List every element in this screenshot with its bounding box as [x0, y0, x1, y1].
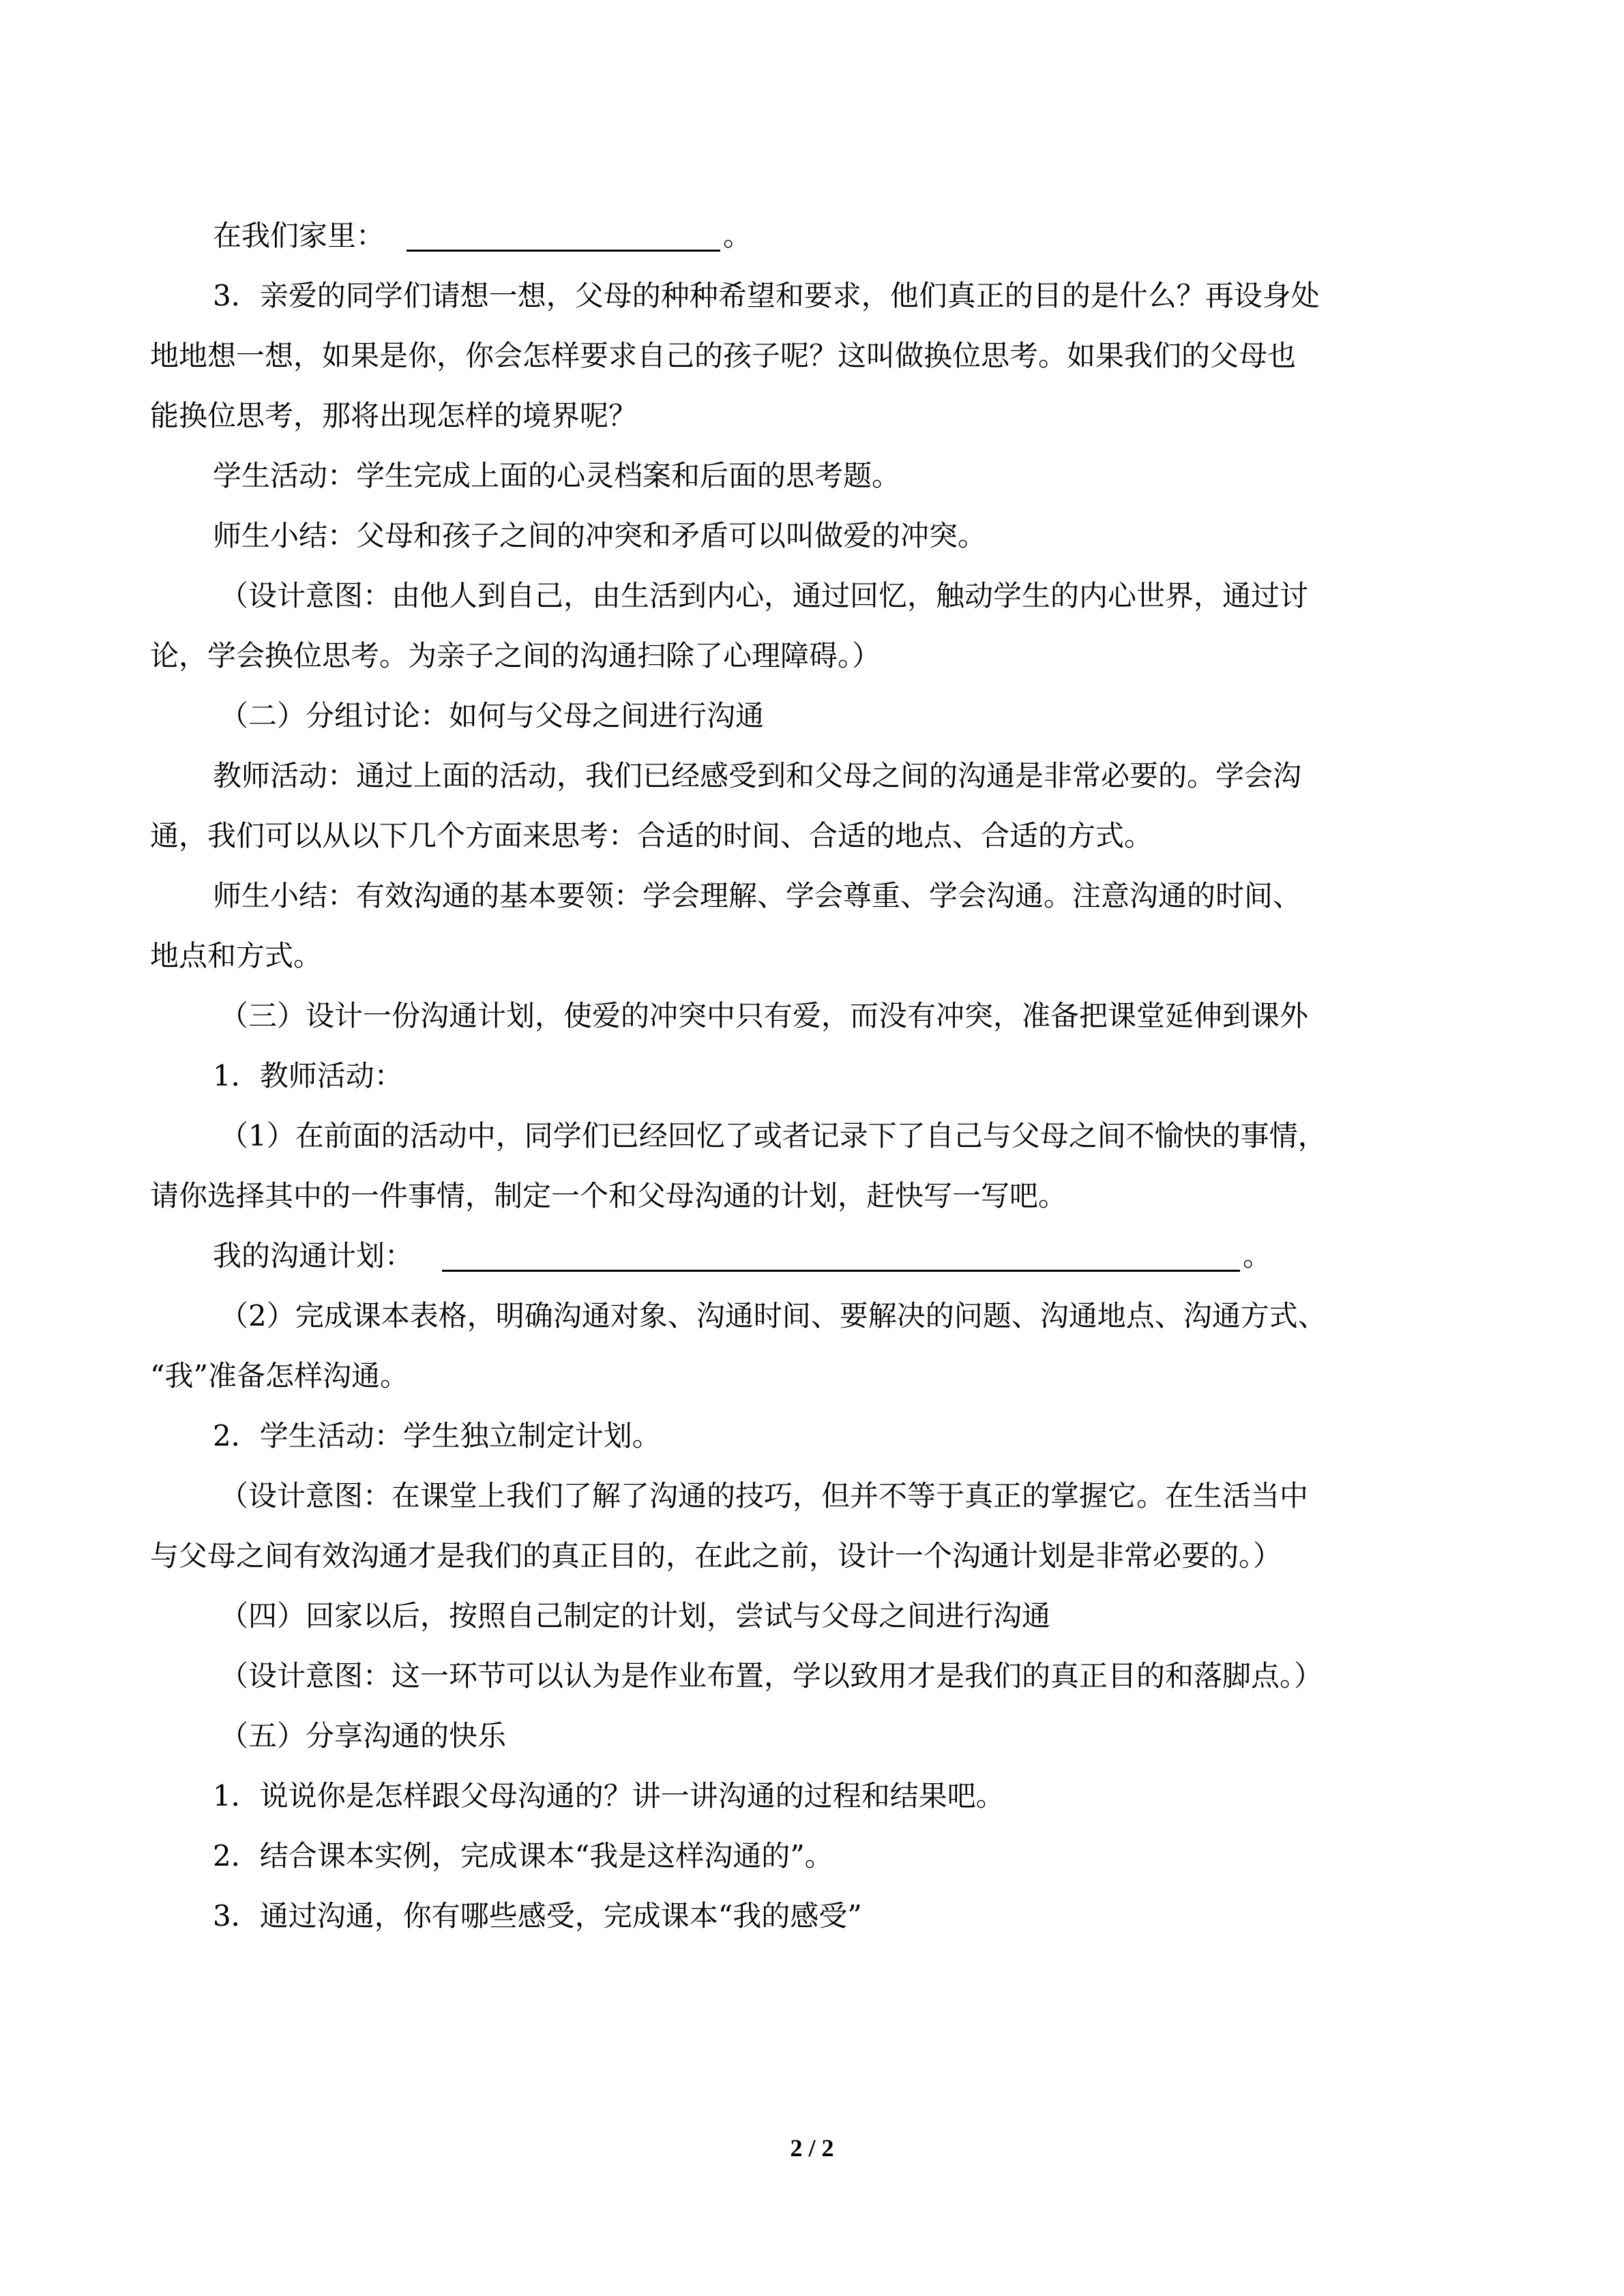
text-line [0, 1646, 1624, 1706]
text-line [0, 986, 1624, 1046]
paragraph-text: 请你选择其中的一件事情，制定一个和父母沟通的计划，赶快写一写吧。 [150, 1179, 1067, 1212]
text-line [0, 1586, 1624, 1646]
paragraph-text: 通，我们可以从以下几个方面来思考：合适的时间、合适的地点、合适的方式。 [150, 819, 1153, 852]
text-line [0, 866, 1624, 926]
list-item: 2．结合课本实例，完成课本“我是这样沟通的”。 [213, 1839, 833, 1873]
paragraph-text: 2．学生活动：学生独立制定计划。 [213, 1419, 661, 1452]
paragraph-text: （2）完成课本表格，明确沟通对象、沟通时间、要解决的问题、沟通地点、沟通方式、 [220, 1299, 1327, 1332]
text-line [0, 446, 1624, 506]
text-line [0, 746, 1624, 806]
text-line [0, 626, 1624, 686]
fill-in-blank-plan [442, 1270, 1240, 1272]
fill-in-label-plan: 我的沟通计划： [213, 1239, 414, 1272]
paragraph-text: 论，学会换位思考。为亲子之间的沟通扫除了心理障碍。） [150, 639, 881, 672]
paragraph-text: （设计意图：这一环节可以认为是作业布置，学以致用才是我们的真正目的和落脚点。） [220, 1659, 1323, 1693]
text-line [0, 686, 1624, 746]
section-heading: （四）回家以后，按照自己制定的计划，尝试与父母之间进行沟通 [220, 1599, 1051, 1632]
paragraph-text: 师生小结：有效沟通的基本要领：学会理解、学会尊重、学会沟通。注意沟通的时间、 [213, 879, 1302, 912]
text-line [0, 1526, 1624, 1586]
page-number: 2 / 2 [790, 2134, 834, 2162]
text-line [0, 386, 1624, 446]
text-line [0, 926, 1624, 986]
text-line [0, 1466, 1624, 1526]
text-line [0, 1706, 1624, 1766]
text-line [0, 326, 1624, 386]
text-line [0, 566, 1624, 626]
section-heading: （五）分享沟通的快乐 [220, 1719, 507, 1753]
text-line [0, 1346, 1624, 1406]
list-item: 3．通过沟通，你有哪些感受，完成课本“我的感受” [213, 1899, 862, 1933]
text-line [0, 1286, 1624, 1346]
paragraph-text: 3．亲爱的同学们请想一想，父母的种种希望和要求，他们真正的目的是什么？再设身处 [213, 279, 1320, 312]
text-line [0, 1226, 1624, 1286]
paragraph-text: 学生活动：学生完成上面的心灵档案和后面的思考题。 [213, 459, 901, 492]
text-line [0, 1886, 1624, 1946]
paragraph-text: 能换位思考，那将出现怎样的境界呢？ [150, 399, 638, 432]
text-line [0, 506, 1624, 566]
text-line [0, 1106, 1624, 1166]
text-line [0, 1166, 1624, 1226]
section-heading: （三）设计一份沟通计划，使爱的冲突中只有爱，而没有冲突，准备把课堂延伸到课外 [220, 999, 1309, 1032]
text-line [0, 806, 1624, 866]
section-heading: （二）分组讨论：如何与父母之间进行沟通 [220, 699, 765, 732]
text-line [0, 206, 1624, 266]
text-line [0, 1766, 1624, 1826]
fill-in-label-home: 在我们家里： [213, 219, 385, 252]
paragraph-text: （设计意图：在课堂上我们了解了沟通的技巧，但并不等于真正的掌握它。在生活当中 [220, 1479, 1309, 1512]
paragraph-text: 与父母之间有效沟通才是我们的真正目的，在此之前，设计一个沟通计划是非常必要的。） [150, 1539, 1282, 1572]
paragraph-text: “我”准备怎样沟通。 [150, 1359, 409, 1392]
text-line [0, 1826, 1624, 1886]
paragraph-text: （1）在前面的活动中，同学们已经回忆了或者记录下了自己与父母之间不愉快的事情， [220, 1119, 1327, 1152]
paragraph-text: 地点和方式。 [150, 939, 323, 972]
paragraph-text: 师生小结：父母和孩子之间的冲突和矛盾可以叫做爱的冲突。 [213, 519, 987, 552]
fill-in-blank-home [407, 250, 720, 252]
punctuation: 。 [1243, 1239, 1272, 1272]
text-line [0, 266, 1624, 326]
list-item: 1．说说你是怎样跟父母沟通的？讲一讲沟通的过程和结果吧。 [213, 1779, 1005, 1813]
paragraph-text: 1．教师活动： [213, 1059, 403, 1092]
text-line [0, 1046, 1624, 1106]
paragraph-text: （设计意图：由他人到自己，由生活到内心，通过回忆，触动学生的内心世界，通过讨 [220, 579, 1309, 612]
text-line [0, 1406, 1624, 1466]
punctuation: 。 [723, 219, 752, 252]
paragraph-text: 教师活动：通过上面的活动，我们已经感受到和父母之间的沟通是非常必要的。学会沟 [213, 759, 1302, 792]
paragraph-text: 地地想一想，如果是你，你会怎样要求自己的孩子呢？这叫做换位思考。如果我们的父母也 [150, 339, 1297, 372]
